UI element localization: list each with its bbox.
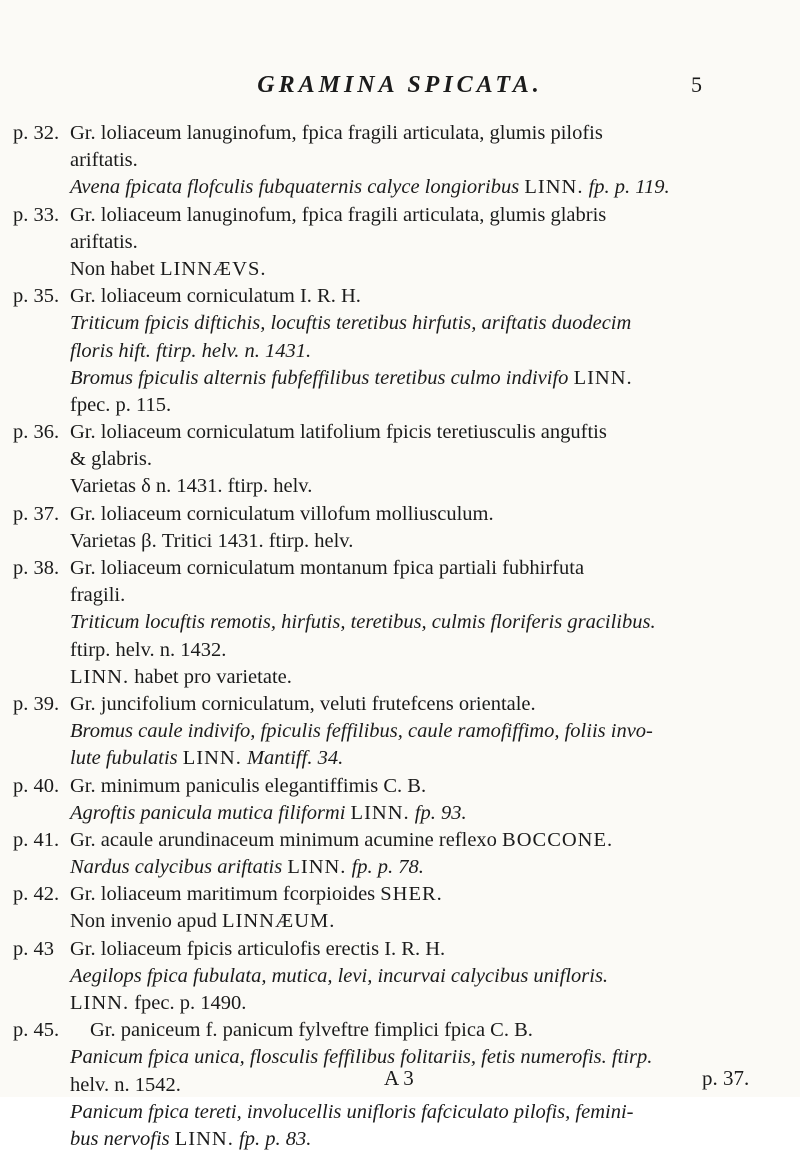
entry-p43 bbox=[0, 936, 800, 1018]
entry-p33 bbox=[0, 202, 800, 284]
synonym-line: Agroftis panicula mutica filiformi LINN. fp. 93. bbox=[70, 801, 467, 824]
synonym-line: Bromus caule indivifo, fpiculis feffilibus, caule ramofiffimo, foliis invo- bbox=[70, 720, 653, 743]
author-name: LINN. bbox=[350, 801, 410, 824]
note-line: Non invenio apud LINNÆUM. bbox=[70, 910, 335, 933]
author-name: BOCCONE bbox=[502, 828, 608, 851]
synonym-line: lute fubulatis LINN. Mantiff. 34. bbox=[70, 747, 344, 770]
entry-number: p. 36. bbox=[13, 421, 60, 444]
synonym-line: Nardus calycibus ariftatis LINN. fp. p. 78. bbox=[70, 856, 424, 879]
synonym-line: Panicum fpica unica, flosculis feffilibus folitariis, fetis numerofis. ftirp. bbox=[70, 1046, 653, 1069]
synonym-line: Panicum fpica tereti, involucellis unifloris fafciculato pilofis, femini- bbox=[70, 1100, 634, 1123]
entry-number: p. 43 bbox=[13, 937, 54, 960]
entry-text: Gr. loliaceum corniculatum montanum fpica partiali fubhirfuta bbox=[70, 557, 585, 579]
entry-number: p. 40. bbox=[13, 774, 60, 797]
reference-line: fpec. p. 115. bbox=[70, 393, 172, 416]
entry-number: p. 41. bbox=[13, 828, 60, 851]
entry-p39 bbox=[0, 691, 800, 773]
synonym-line: Avena fpicata flofculis fubquaternis calyce longioribus LINN. fp. p. 119. bbox=[70, 176, 670, 199]
catchword: p. 37. bbox=[702, 1066, 750, 1090]
entry-text: Gr. loliaceum corniculatum villofum molliusculum. bbox=[70, 502, 494, 525]
entry-p42 bbox=[0, 881, 800, 935]
entry-text: Gr. loliaceum maritimum fcorpioides SHER. bbox=[70, 883, 443, 906]
entry-line bbox=[0, 501, 800, 528]
entry-number: p. 33. bbox=[13, 203, 60, 226]
page-number: 5 bbox=[691, 72, 702, 97]
entry-number: p. 37. bbox=[13, 502, 60, 525]
entry-text: Gr. acaule arundinaceum minimum acumine reflexo BOCCONE. bbox=[70, 828, 613, 851]
entry-line: & glabris. bbox=[70, 448, 152, 471]
author-name: LINN. bbox=[287, 856, 347, 879]
entry-p41 bbox=[0, 827, 800, 881]
entry-number: p. 35. bbox=[13, 285, 60, 308]
synonym-line: Aegilops fpica fubulata, mutica, levi, incurvai calycibus unifloris. bbox=[70, 964, 609, 987]
reference-line: LINN. fpec. p. 1490. bbox=[70, 992, 247, 1014]
entry-text: Gr. paniceum f. panicum fylveftre fimplici fpica C. B. bbox=[90, 1019, 533, 1042]
entry-line: fragili. bbox=[70, 584, 126, 607]
entry-p37 bbox=[0, 501, 800, 555]
entry-line bbox=[0, 555, 800, 582]
entry-p35 bbox=[0, 283, 800, 419]
entry-text: Gr. loliaceum corniculatum latifolium fpicis teretiusculis anguftis bbox=[70, 421, 607, 444]
entry-text: Gr. loliaceum fpicis articulofis erectis I. R. H. bbox=[70, 937, 446, 960]
entry-number: p. 39. bbox=[13, 692, 60, 715]
entry-line: ariftatis. bbox=[70, 149, 138, 172]
entry-line bbox=[0, 936, 800, 963]
note-line: Varietas δ n. 1431. ftirp. helv. bbox=[70, 475, 313, 498]
entry-line bbox=[0, 419, 800, 446]
entry-list bbox=[0, 120, 800, 1153]
author-name: LINN. bbox=[573, 366, 633, 389]
author-name: LINNÆUM bbox=[222, 910, 330, 933]
author-name: LINNÆVS bbox=[159, 257, 261, 280]
synonym-line: Triticum locuftis remotis, hirfutis, teretibus, culmis floriferis gracilibus. bbox=[70, 611, 656, 634]
synonym-line: floris hift. ftirp. helv. n. 1431. bbox=[70, 339, 312, 362]
note-line: LINN. habet pro varietate. bbox=[70, 665, 292, 688]
page-footer bbox=[0, 1066, 800, 1094]
reference-line: ftirp. helv. n. 1432. bbox=[70, 638, 227, 661]
synonym-line: Triticum fpicis diftichis, locuftis teretibus hirfutis, ariftatis duodecim bbox=[70, 312, 632, 335]
note-line: Varietas β. Tritici 1431. ftirp. helv. bbox=[70, 529, 354, 552]
note-line: Non habet LINNÆVS. bbox=[70, 257, 266, 280]
entry-line bbox=[0, 1017, 800, 1044]
entry-number: p. 38. bbox=[13, 557, 60, 579]
entry-p32 bbox=[0, 120, 800, 202]
entry-number: p. 42. bbox=[13, 883, 60, 906]
entry-p40 bbox=[0, 773, 800, 827]
author-name: LINN. bbox=[182, 747, 242, 770]
entry-line bbox=[0, 283, 800, 310]
entry-p36 bbox=[0, 419, 800, 501]
entry-line bbox=[0, 881, 800, 908]
author-name: LINN. bbox=[174, 1127, 234, 1150]
entry-line bbox=[0, 773, 800, 800]
entry-p38 bbox=[0, 555, 800, 691]
synonym-line: Bromus fpiculis alternis fubfeffilibus teretibus culmo indivifo LINN. bbox=[70, 366, 633, 389]
author-name: LINN. bbox=[70, 665, 130, 688]
running-title: GRAMINA SPICATA. bbox=[257, 72, 543, 98]
reference-line: helv. n. 1542. bbox=[70, 1073, 181, 1096]
entry-text: Gr. juncifolium corniculatum, veluti frutefcens orientale. bbox=[70, 692, 536, 715]
entry-line: ariftatis. bbox=[70, 230, 138, 253]
entry-number: p. 32. bbox=[13, 122, 60, 144]
entry-number: p. 45. bbox=[13, 1019, 60, 1042]
entry-text: Gr. loliaceum corniculatum I. R. H. bbox=[70, 285, 361, 308]
entry-line bbox=[0, 120, 800, 147]
entry-text: Gr. loliaceum lanuginofum, fpica fragili articulata, glumis pilofis bbox=[70, 122, 603, 144]
author-name: LINN. bbox=[70, 992, 130, 1014]
author-name: SHER. bbox=[380, 883, 443, 906]
entry-line bbox=[0, 202, 800, 229]
signature-mark: A 3 bbox=[384, 1066, 414, 1090]
entry-text: Gr. minimum paniculis elegantiffimis C. B. bbox=[70, 774, 427, 797]
entry-line bbox=[0, 691, 800, 718]
entry-line bbox=[0, 827, 800, 854]
entry-text: Gr. loliaceum lanuginofum, fpica fragili articulata, glumis glabris bbox=[70, 203, 607, 226]
synonym-line: bus nervofis LINN. fp. p. 83. bbox=[70, 1127, 312, 1150]
author-name: LINN. bbox=[524, 176, 584, 199]
